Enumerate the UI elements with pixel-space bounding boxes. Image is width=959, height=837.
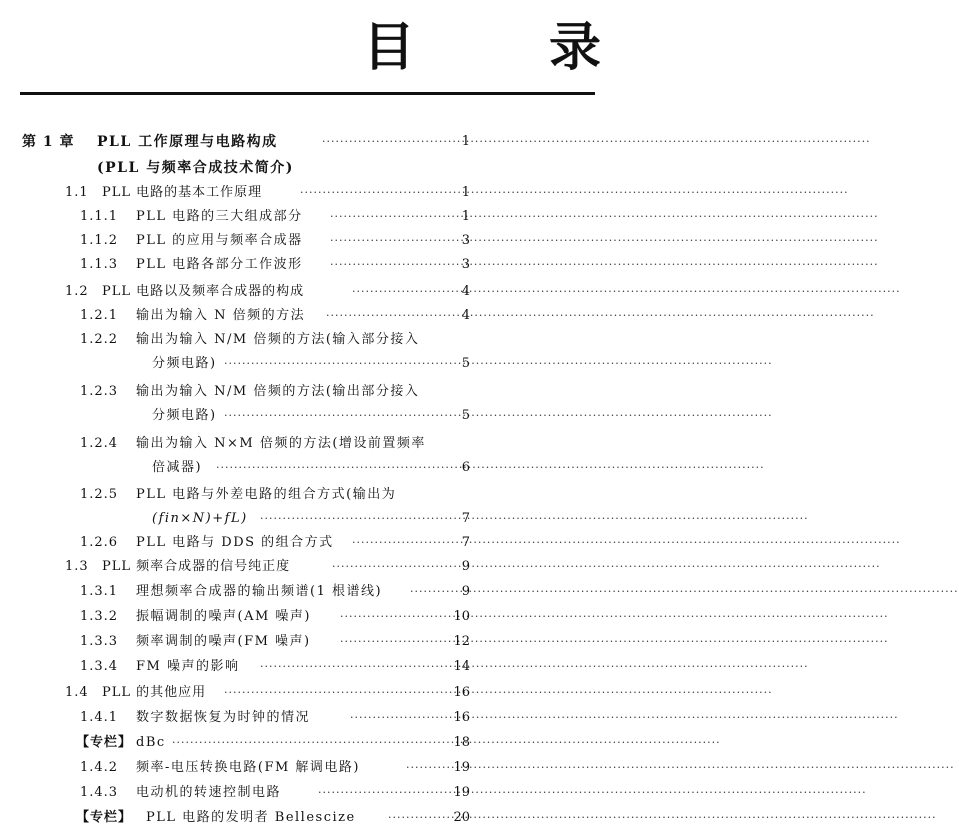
leader-dots (318, 781, 456, 805)
entry-title: PLL 的其他应用 (102, 685, 207, 700)
column-tag: 【专栏】 (76, 810, 133, 825)
entry-page: 16 (453, 685, 470, 700)
chapter-number: 第 1 章 (22, 134, 75, 150)
leader-dots (172, 731, 456, 755)
entry-title: 振幅调制的噪声(AM 噪声) (136, 609, 311, 624)
entry-page: 14 (453, 659, 470, 674)
entry-number: 1.3 (65, 559, 89, 574)
toc-entry[interactable] (0, 253, 615, 277)
entry-page: 18 (453, 735, 470, 750)
chapter-subtitle: (PLL 与频率合成技术简介) (97, 160, 294, 176)
entry-title: PLL 频率合成器的信号纯正度 (102, 559, 291, 574)
leader-dots (224, 352, 462, 376)
entry-number: 1.1.2 (80, 233, 119, 248)
entry-title: PLL 电路的基本工作原理 (102, 185, 263, 200)
toc-entry-continuation[interactable] (0, 352, 615, 376)
entry-title: PLL 电路以及频率合成器的构成 (102, 284, 305, 299)
entry-number: 1.3.3 (80, 634, 119, 649)
toc-entry-column[interactable] (0, 806, 615, 830)
entry-page: 4 (461, 308, 470, 323)
entry-page: 19 (453, 760, 470, 775)
entry-page: 4 (461, 284, 470, 299)
page-title: 目 录 (362, 18, 659, 78)
toc-entry[interactable] (0, 304, 615, 328)
entry-page: 12 (453, 634, 470, 649)
toc-entry[interactable] (0, 531, 615, 555)
entry-title: 输出为输入 N/M 倍频的方法(输出部分接入 (136, 384, 420, 399)
chapter-page: 1 (461, 134, 470, 149)
leader-dots (216, 456, 462, 480)
leader-dots (340, 605, 456, 629)
toc-entry[interactable] (0, 681, 615, 705)
toc-entry[interactable] (0, 756, 615, 780)
entry-number: 1.4.3 (80, 785, 119, 800)
toc-entry[interactable] (0, 181, 615, 205)
entry-number: 1.3.1 (80, 584, 119, 599)
entry-page: 1 (461, 185, 470, 200)
entry-page: 7 (461, 535, 470, 550)
entry-page: 5 (461, 356, 470, 371)
entry-page: 19 (453, 785, 470, 800)
toc-chapter-row[interactable] (0, 130, 615, 154)
entry-number: 1.3.2 (80, 609, 119, 624)
entry-title: PLL 电路与 DDS 的组合方式 (136, 535, 334, 550)
toc-entry-continuation[interactable] (0, 507, 615, 531)
entry-page: 9 (461, 559, 470, 574)
entry-title-continued: 分频电路) (152, 356, 217, 371)
entry-number: 1.1.3 (80, 257, 119, 272)
entry-title: 数字数据恢复为时钟的情况 (136, 710, 311, 725)
toc-entry[interactable] (0, 380, 615, 404)
entry-number: 1.4 (65, 685, 89, 700)
toc-entry[interactable] (0, 630, 615, 654)
entry-title: 理想频率合成器的输出频谱(1 根谱线) (136, 584, 383, 599)
column-tag: 【专栏】 (76, 735, 133, 750)
entry-title-continued: 分频电路) (152, 408, 217, 423)
entry-page: 3 (461, 257, 470, 272)
leader-dots (260, 507, 462, 531)
entry-page: 1 (461, 209, 470, 224)
entry-number: 1.2 (65, 284, 89, 299)
entry-number: 1.1.1 (80, 209, 119, 224)
entry-title: 频率-电压转换电路(FM 解调电路) (136, 760, 360, 775)
entry-page: 9 (461, 584, 470, 599)
entry-title: FM 噪声的影响 (136, 659, 240, 674)
toc-entry-continuation[interactable] (0, 404, 615, 428)
entry-title: PLL 电路的发明者 Bellescize (146, 810, 356, 825)
entry-title: PLL 电路的三大组成部分 (136, 209, 303, 224)
entry-title: 输出为输入 N 倍频的方法 (136, 308, 306, 323)
toc-entry-continuation[interactable] (0, 456, 615, 480)
leader-dots (300, 181, 462, 205)
toc-entry[interactable] (0, 229, 615, 253)
toc-chapter-subtitle-row (0, 156, 615, 180)
entry-number: 1.2.3 (80, 384, 119, 399)
toc-entry[interactable] (0, 555, 615, 579)
entry-number: 1.4.2 (80, 760, 119, 775)
entry-page: 5 (461, 408, 470, 423)
toc-entry[interactable] (0, 432, 615, 456)
toc-entry[interactable] (0, 655, 615, 679)
toc-entry[interactable] (0, 205, 615, 229)
entry-number: 1.2.4 (80, 436, 119, 451)
chapter-title: PLL 工作原理与电路构成 (97, 134, 278, 150)
entry-number: 1.4.1 (80, 710, 119, 725)
entry-title: 输出为输入 N×M 倍频的方法(增设前置频率 (136, 436, 426, 451)
entry-page: 20 (453, 810, 470, 825)
toc-entry[interactable] (0, 781, 615, 805)
entry-number: 1.3.4 (80, 659, 119, 674)
toc-entry-column[interactable] (0, 731, 615, 755)
entry-title: 输出为输入 N/M 倍频的方法(输入部分接入 (136, 332, 420, 347)
toc-entry[interactable] (0, 605, 615, 629)
leader-dots (340, 630, 456, 654)
entry-title-continued: 倍减器) (152, 460, 203, 475)
toc-entry[interactable] (0, 328, 615, 352)
entry-page: 6 (461, 460, 470, 475)
entry-title-continued: (fin×N)+fL) (152, 511, 248, 526)
toc-entry[interactable] (0, 280, 615, 304)
leader-dots (224, 404, 462, 428)
leader-dots (260, 655, 456, 679)
entry-title: dBc (136, 735, 166, 750)
title-divider (20, 92, 595, 95)
entry-number: 1.1 (65, 185, 89, 200)
leader-dots (224, 681, 456, 705)
entry-number: 1.2.6 (80, 535, 119, 550)
entry-title: PLL 电路与外差电路的组合方式(输出为 (136, 487, 397, 502)
entry-page: 3 (461, 233, 470, 248)
toc-entry[interactable] (0, 706, 615, 730)
entry-title: 电动机的转速控制电路 (136, 785, 282, 800)
entry-number: 1.2.2 (80, 332, 119, 347)
entry-title: PLL 电路各部分工作波形 (136, 257, 303, 272)
entry-page: 16 (453, 710, 470, 725)
entry-page: 7 (461, 511, 470, 526)
entry-title: PLL 的应用与频率合成器 (136, 233, 303, 248)
entry-title: 频率调制的噪声(FM 噪声) (136, 634, 311, 649)
entry-page: 10 (453, 609, 470, 624)
toc-entry[interactable] (0, 580, 615, 604)
entry-number: 1.2.1 (80, 308, 119, 323)
entry-number: 1.2.5 (80, 487, 119, 502)
toc-entry[interactable] (0, 483, 615, 507)
